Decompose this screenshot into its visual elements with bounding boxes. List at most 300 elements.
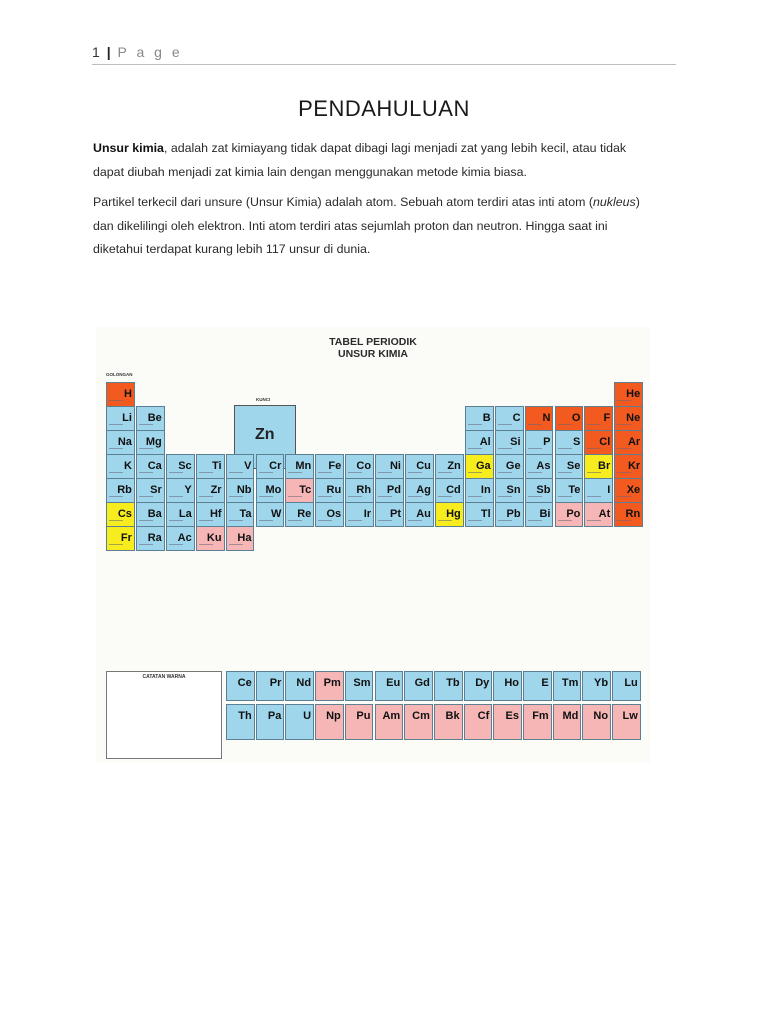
element-y: [166, 478, 195, 503]
element-symbol: Cs: [117, 508, 132, 520]
element-u: [285, 704, 314, 740]
element-cf: [464, 704, 493, 740]
element-pt: [375, 502, 404, 527]
element-sb: [525, 478, 554, 503]
element-symbol: Ag: [416, 484, 431, 496]
element-hf: [196, 502, 225, 527]
element-detail-lines: [348, 496, 362, 500]
element-ta: [226, 502, 255, 527]
element-no: [582, 704, 611, 740]
element-symbol: Np: [326, 710, 341, 722]
element-symbol: Sr: [150, 484, 162, 496]
element-sn: [495, 478, 524, 503]
element-be: [136, 406, 165, 431]
element-detail-lines: [378, 520, 392, 524]
element-po: [555, 502, 584, 527]
element-symbol: Lw: [622, 710, 638, 722]
element-symbol: Ar: [627, 436, 641, 448]
element-ca: [136, 454, 165, 479]
element-zn: [435, 454, 464, 479]
element-symbol: Zn: [447, 460, 461, 472]
element-ti: [196, 454, 225, 479]
element-symbol: Ni: [389, 460, 401, 472]
element-symbol: Sb: [536, 484, 551, 496]
element-symbol: F: [603, 412, 611, 424]
element-symbol: O: [571, 412, 581, 424]
element-sc: [166, 454, 195, 479]
element-detail-lines: [498, 520, 512, 524]
element-fm: [523, 704, 552, 740]
element-symbol: Pr: [269, 677, 282, 689]
paragraph-atom: [93, 191, 658, 262]
color-legend: [106, 671, 222, 759]
element-detail-lines: [169, 544, 183, 548]
element-zr: [196, 478, 225, 503]
element-gd: [404, 671, 433, 701]
element-cu: [405, 454, 434, 479]
element-rn: [614, 502, 643, 527]
element-he: [614, 382, 643, 407]
element-symbol: K: [123, 460, 132, 472]
element-s: [555, 430, 584, 455]
element-detail-lines: [528, 496, 542, 500]
element-symbol: Hg: [446, 508, 461, 520]
element-detail-lines: [587, 448, 601, 452]
element-ho: [493, 671, 522, 701]
element-detail-lines: [498, 448, 512, 452]
element-detail-lines: [169, 472, 183, 476]
element-es: [493, 704, 522, 740]
element-symbol: Tl: [480, 508, 491, 520]
element-symbol: Ba: [147, 508, 162, 520]
element-symbol: Se: [566, 460, 581, 472]
element-ar: [614, 430, 643, 455]
element-co: [345, 454, 374, 479]
key-label: KUNCI: [256, 397, 271, 402]
element-detail-lines: [109, 520, 123, 524]
element-symbol: Na: [117, 436, 132, 448]
element-symbol: Pu: [356, 710, 371, 722]
element-detail-lines: [408, 496, 422, 500]
element-symbol: Ir: [363, 508, 372, 520]
element-detail-lines: [468, 424, 482, 428]
element-ra: [136, 526, 165, 551]
element-detail-lines: [109, 448, 123, 452]
element-al: [465, 430, 494, 455]
element-detail-lines: [109, 496, 123, 500]
element-detail-lines: [139, 496, 153, 500]
element-mo: [256, 478, 285, 503]
element-detail-lines: [199, 520, 213, 524]
element-symbol: C: [512, 412, 521, 424]
element-rh: [345, 478, 374, 503]
element-sm: [345, 671, 374, 701]
paragraph1-text: , adalah zat kimiayang tidak dapat dibagi lagi menjadi zat yang lebih kecil, atau tidak dapat diubah menjadi zat kimia lain dengan menggunakan metode kimia biasa.: [93, 141, 627, 179]
element-symbol: Li: [122, 412, 132, 424]
legend-title: CATATAN WARNA: [142, 674, 186, 680]
element-pb: [495, 502, 524, 527]
element-detail-lines: [288, 520, 302, 524]
element-h: [106, 382, 135, 407]
element-tc: [285, 478, 314, 503]
element-detail-lines: [378, 496, 392, 500]
element-symbol: Ce: [237, 677, 252, 689]
element-symbol: Tc: [299, 484, 312, 496]
element-ha: [226, 526, 255, 551]
element-symbol: Cu: [416, 460, 431, 472]
element-br: [584, 454, 613, 479]
element-detail-lines: [558, 496, 572, 500]
element-as: [525, 454, 554, 479]
element-symbol: V: [244, 460, 252, 472]
element-detail-lines: [617, 424, 631, 428]
paragraph-unsur-kimia: [93, 137, 658, 184]
element-w: [256, 502, 285, 527]
page-header: [92, 44, 676, 65]
element-v: [226, 454, 255, 479]
element-symbol: Mo: [265, 484, 282, 496]
element-cr: [256, 454, 285, 479]
element-bk: [434, 704, 463, 740]
element-pd: [375, 478, 404, 503]
element-sr: [136, 478, 165, 503]
element-mn: [285, 454, 314, 479]
element-detail-lines: [169, 496, 183, 500]
element-symbol: N: [542, 412, 551, 424]
element-cl: [584, 430, 613, 455]
element-tb: [434, 671, 463, 701]
element-th: [226, 704, 255, 740]
element-detail-lines: [318, 520, 332, 524]
element-detail-lines: [617, 400, 631, 404]
element-pm: [315, 671, 344, 701]
element-symbol: Dy: [475, 677, 490, 689]
element-detail-lines: [587, 472, 601, 476]
element-pa: [256, 704, 285, 740]
element-symbol: Cm: [412, 710, 430, 722]
paragraph2-text-b: ) dan dikelilingi oleh elektron. Inti atom terdiri atas sejumlah proton dan neutron. Hingga saat ini diketahui terdapat kurang lebih 117 unsur di dunia.: [93, 195, 640, 256]
element-si: [495, 430, 524, 455]
element-re: [285, 502, 314, 527]
element-symbol: Zr: [210, 484, 222, 496]
element-symbol: B: [482, 412, 491, 424]
element-cd: [435, 478, 464, 503]
element-detail-lines: [318, 472, 332, 476]
element-detail-lines: [617, 472, 631, 476]
element-symbol: Hf: [209, 508, 222, 520]
element-na: [106, 430, 135, 455]
element-symbol: Eu: [386, 677, 401, 689]
element-symbol: Te: [568, 484, 581, 496]
element-detail-lines: [199, 496, 213, 500]
element-symbol: Ru: [326, 484, 342, 496]
element-symbol: Pt: [389, 508, 401, 520]
element-detail-lines: [587, 520, 601, 524]
element-symbol: Ta: [239, 508, 252, 520]
element-detail-lines: [558, 424, 572, 428]
element-symbol: Cl: [599, 436, 611, 448]
element-eu: [375, 671, 404, 701]
element-au: [405, 502, 434, 527]
element-detail-lines: [617, 520, 631, 524]
element-ag: [405, 478, 434, 503]
element-symbol: Gd: [414, 677, 430, 689]
header-separator: |: [106, 44, 112, 60]
element-detail-lines: [288, 496, 302, 500]
element-detail-lines: [408, 520, 422, 524]
element-symbol: Fe: [328, 460, 342, 472]
element-detail-lines: [259, 496, 273, 500]
element-detail-lines: [408, 472, 422, 476]
element-detail-lines: [528, 448, 542, 452]
element-symbol: Tm: [561, 677, 579, 689]
element-symbol: Y: [184, 484, 192, 496]
element-bi: [525, 502, 554, 527]
element-e: [523, 671, 552, 701]
element-detail-lines: [199, 472, 213, 476]
element-detail-lines: [498, 496, 512, 500]
element-symbol: H: [123, 388, 132, 400]
element-symbol: Pm: [323, 677, 341, 689]
element-symbol: U: [303, 710, 312, 722]
element-n: [525, 406, 554, 431]
element-detail-lines: [558, 448, 572, 452]
element-symbol: Kr: [627, 460, 641, 472]
element-mg: [136, 430, 165, 455]
element-detail-lines: [288, 472, 302, 476]
element-symbol: Sn: [506, 484, 521, 496]
element-symbol: Os: [326, 508, 342, 520]
element-symbol: At: [598, 508, 611, 520]
element-symbol: As: [536, 460, 551, 472]
paragraph2-text-a: Partikel terkecil dari unsure (Unsur Kimia) adalah atom. Sebuah atom terdiri atas inti atom (: [93, 195, 593, 209]
element-detail-lines: [229, 472, 243, 476]
element-symbol: Pa: [267, 710, 282, 722]
element-nd: [285, 671, 314, 701]
element-tm: [553, 671, 582, 701]
element-detail-lines: [139, 520, 153, 524]
element-symbol: In: [480, 484, 491, 496]
element-symbol: Rh: [356, 484, 372, 496]
element-symbol: Pd: [386, 484, 401, 496]
element-li: [106, 406, 135, 431]
element-detail-lines: [617, 496, 631, 500]
element-symbol: P: [543, 436, 551, 448]
element-detail-lines: [109, 400, 123, 404]
element-symbol: Au: [416, 508, 431, 520]
element-os: [315, 502, 344, 527]
element-detail-lines: [139, 544, 153, 548]
element-detail-lines: [498, 472, 512, 476]
element-symbol: Co: [356, 460, 372, 472]
element-detail-lines: [498, 424, 512, 428]
element-o: [555, 406, 584, 431]
element-detail-lines: [468, 496, 482, 500]
element-cm: [404, 704, 433, 740]
element-symbol: W: [271, 508, 282, 520]
element-detail-lines: [528, 424, 542, 428]
element-detail-lines: [558, 520, 572, 524]
element-symbol: Pb: [506, 508, 521, 520]
element-pu: [345, 704, 374, 740]
element-detail-lines: [199, 544, 213, 548]
element-symbol: Al: [479, 436, 491, 448]
element-symbol: Cr: [269, 460, 282, 472]
periodic-table-image: [96, 327, 650, 763]
element-ac: [166, 526, 195, 551]
element-symbol: Fr: [120, 532, 132, 544]
element-symbol: Sc: [178, 460, 192, 472]
element-symbol: Be: [147, 412, 162, 424]
element-symbol: Lu: [624, 677, 638, 689]
element-symbol: Bi: [539, 508, 551, 520]
element-rb: [106, 478, 135, 503]
element-te: [555, 478, 584, 503]
element-detail-lines: [229, 544, 243, 548]
element-tl: [465, 502, 494, 527]
element-nb: [226, 478, 255, 503]
element-symbol: Rn: [625, 508, 641, 520]
element-la: [166, 502, 195, 527]
element-symbol: He: [626, 388, 641, 400]
element-c: [495, 406, 524, 431]
element-fe: [315, 454, 344, 479]
element-detail-lines: [169, 520, 183, 524]
element-ku: [196, 526, 225, 551]
element-xe: [614, 478, 643, 503]
element-f: [584, 406, 613, 431]
element-symbol: Am: [382, 710, 401, 722]
element-symbol: Mn: [295, 460, 312, 472]
page-number: 1: [92, 44, 101, 60]
element-symbol: Nb: [236, 484, 252, 496]
element-detail-lines: [109, 544, 123, 548]
term-unsur-kimia: Unsur kimia: [93, 141, 164, 155]
element-ne: [614, 406, 643, 431]
element-k: [106, 454, 135, 479]
element-symbol: Re: [297, 508, 312, 520]
element-symbol: Cf: [477, 710, 490, 722]
element-symbol: Ku: [206, 532, 222, 544]
element-fr: [106, 526, 135, 551]
element-detail-lines: [468, 448, 482, 452]
element-symbol: Ca: [147, 460, 162, 472]
element-in: [465, 478, 494, 503]
element-detail-lines: [468, 472, 482, 476]
element-b: [465, 406, 494, 431]
element-detail-lines: [438, 472, 452, 476]
element-detail-lines: [378, 472, 392, 476]
element-symbol: Sm: [353, 677, 371, 689]
element-symbol: La: [178, 508, 192, 520]
element-symbol: Ho: [504, 677, 519, 689]
element-cs: [106, 502, 135, 527]
element-dy: [464, 671, 493, 701]
element-symbol: I: [607, 484, 611, 496]
element-symbol: Ha: [237, 532, 252, 544]
element-at: [584, 502, 613, 527]
element-detail-lines: [109, 424, 123, 428]
element-symbol: Th: [238, 710, 252, 722]
element-lu: [612, 671, 641, 701]
element-symbol: E: [541, 677, 549, 689]
element-detail-lines: [318, 496, 332, 500]
element-detail-lines: [438, 496, 452, 500]
element-p: [525, 430, 554, 455]
key-symbol: Zn: [255, 426, 275, 443]
document-title: PENDAHULUAN: [298, 96, 470, 121]
element-detail-lines: [528, 472, 542, 476]
term-nukleus: nukleus: [592, 195, 636, 209]
element-kr: [614, 454, 643, 479]
element-detail-lines: [617, 448, 631, 452]
element-symbol: Cd: [446, 484, 461, 496]
element-detail-lines: [139, 424, 153, 428]
element-md: [553, 704, 582, 740]
element-symbol: Po: [566, 508, 581, 520]
element-detail-lines: [528, 520, 542, 524]
element-ce: [226, 671, 255, 701]
element-detail-lines: [558, 472, 572, 476]
element-detail-lines: [348, 472, 362, 476]
element-symbol: Ti: [212, 460, 222, 472]
element-symbol: Ga: [476, 460, 491, 472]
element-hg: [435, 502, 464, 527]
element-symbol: Nd: [296, 677, 312, 689]
element-detail-lines: [229, 496, 243, 500]
element-detail-lines: [587, 424, 601, 428]
element-symbol: Xe: [626, 484, 641, 496]
element-detail-lines: [139, 448, 153, 452]
element-symbol: Ge: [505, 460, 521, 472]
element-ir: [345, 502, 374, 527]
element-symbol: Md: [562, 710, 579, 722]
element-symbol: Ac: [177, 532, 192, 544]
element-detail-lines: [229, 520, 243, 524]
element-am: [375, 704, 404, 740]
element-symbol: No: [593, 710, 609, 722]
element-lw: [612, 704, 641, 740]
figure-title-line1: TABEL PERIODIK: [329, 336, 417, 348]
element-detail-lines: [109, 472, 123, 476]
element-detail-lines: [468, 520, 482, 524]
element-ba: [136, 502, 165, 527]
element-symbol: Si: [510, 436, 521, 448]
element-symbol: Ra: [147, 532, 162, 544]
element-symbol: Es: [505, 710, 519, 722]
element-symbol: Bk: [445, 710, 460, 722]
element-ge: [495, 454, 524, 479]
element-symbol: Mg: [145, 436, 162, 448]
element-detail-lines: [139, 472, 153, 476]
element-symbol: S: [573, 436, 581, 448]
element-symbol: Rb: [117, 484, 132, 496]
element-ni: [375, 454, 404, 479]
element-i: [584, 478, 613, 503]
element-symbol: Fm: [532, 710, 549, 722]
page-label: P a g e: [117, 44, 183, 60]
element-detail-lines: [259, 472, 273, 476]
element-detail-lines: [348, 520, 362, 524]
element-symbol: Ne: [626, 412, 641, 424]
element-symbol: Br: [598, 460, 611, 472]
element-detail-lines: [438, 520, 452, 524]
element-detail-lines: [587, 496, 601, 500]
element-ga: [465, 454, 494, 479]
element-ru: [315, 478, 344, 503]
golongan-label: GOLONGAN: [106, 372, 133, 377]
element-se: [555, 454, 584, 479]
